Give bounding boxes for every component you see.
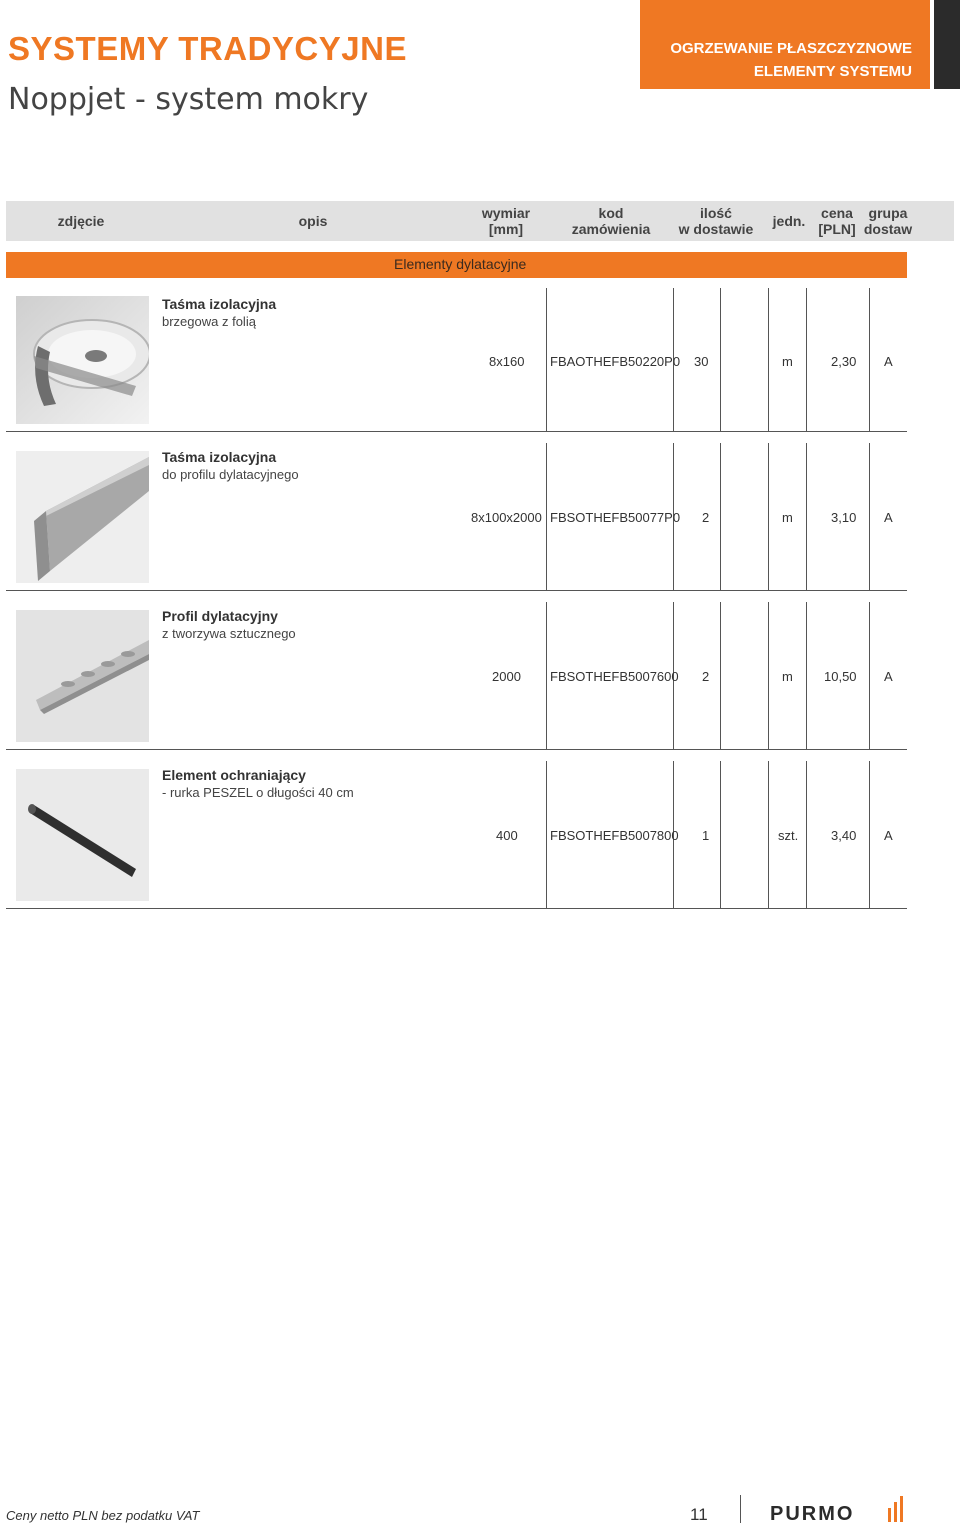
product-size: 8x100x2000	[471, 510, 542, 525]
product-desc: do profilu dylatacyjnego	[162, 467, 299, 482]
section-header	[6, 252, 907, 278]
col-unit: jedn.	[772, 213, 806, 229]
category-line-2: ELEMENTY SYSTEMU	[753, 63, 912, 80]
product-size: 8x160	[489, 354, 525, 369]
product-name: Element ochraniający	[162, 767, 306, 783]
product-desc: brzegowa z folią	[162, 314, 256, 329]
product-desc: - rurka PESZEL o długości 40 cm	[162, 785, 354, 800]
product-photo-peszel-pipe	[16, 769, 149, 901]
product-photo-foam-strip	[16, 451, 149, 583]
product-group: A	[884, 510, 893, 525]
product-group: A	[884, 669, 893, 684]
product-size: 400	[496, 828, 518, 843]
footer-note: Ceny netto PLN bez podatku VAT	[6, 1508, 200, 1523]
product-group: A	[884, 828, 893, 843]
page-number: 11	[690, 1505, 708, 1524]
product-price: 10,50	[824, 669, 857, 684]
product-price: 2,30	[831, 354, 857, 369]
corner-bar	[934, 0, 960, 89]
product-group: A	[884, 354, 893, 369]
col-size: wymiar [mm]	[481, 205, 531, 237]
table-row	[0, 602, 960, 750]
col-group: grupa dostaw	[863, 205, 913, 237]
table-row	[0, 761, 960, 909]
product-price: 3,10	[831, 510, 857, 525]
page-title: SYSTEMY TRADYCYJNE	[8, 30, 407, 67]
footer-divider	[740, 1495, 741, 1523]
table-row	[0, 288, 960, 432]
product-code: FBSOTHEFB5007600	[550, 669, 679, 684]
product-unit: szt.	[778, 828, 799, 843]
product-unit: m	[782, 354, 793, 369]
col-desc: opis	[298, 213, 328, 229]
section-label: Elementy dylatacyjne	[394, 256, 527, 272]
product-name: Taśma izolacyjna	[162, 296, 277, 312]
col-qty: ilość w dostawie	[678, 205, 754, 237]
svg-text:PURMO: PURMO	[770, 1503, 855, 1525]
product-desc: z tworzywa sztucznego	[162, 626, 296, 641]
product-price: 3,40	[831, 828, 857, 843]
col-price: cena [PLN]	[818, 205, 856, 237]
product-unit: m	[782, 510, 793, 525]
product-size: 2000	[492, 669, 521, 684]
category-banner	[640, 0, 930, 89]
col-photo: zdjęcie	[57, 213, 105, 229]
col-code: kod zamówienia	[571, 205, 651, 237]
table-header	[6, 201, 954, 241]
product-unit: m	[782, 669, 793, 684]
page-subtitle: Noppjet - system mokry	[8, 82, 369, 117]
table-row	[0, 443, 960, 591]
product-code: FBAOTHEFB50220P0	[550, 354, 681, 369]
product-qty: 30	[694, 354, 709, 369]
product-name: Taśma izolacyjna	[162, 449, 277, 465]
product-qty: 1	[702, 828, 710, 843]
product-name: Profil dylatacyjny	[162, 608, 278, 624]
product-qty: 2	[702, 510, 710, 525]
product-qty: 2	[702, 669, 710, 684]
product-code: FBSOTHEFB5007800	[550, 828, 679, 843]
product-photo-expansion-profile	[16, 610, 149, 742]
product-photo-edge-tape	[16, 296, 149, 424]
product-code: FBSOTHEFB50077P0	[550, 510, 681, 525]
category-line-1: OGRZEWANIE PŁASZCZYZNOWE	[670, 40, 912, 57]
